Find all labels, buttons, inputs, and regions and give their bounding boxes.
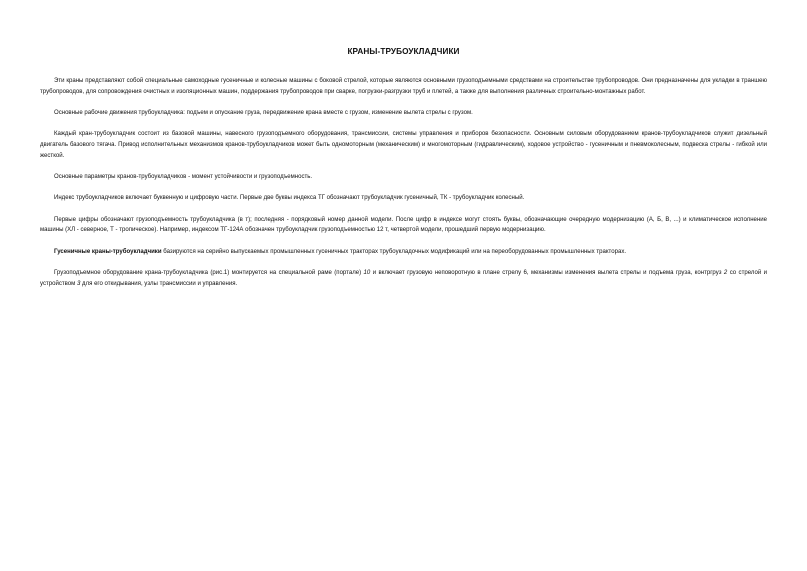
paragraph-lifting-equipment xyxy=(40,268,767,289)
paragraph-main-parameters: Основные параметры кранов-трубоукладчиков - момент устойчивости и грузоподъемность. xyxy=(54,173,313,180)
lifting-text-part-5: для его откидывания, узлы трансмиссии и управления. xyxy=(80,280,238,287)
lifting-text-part-1: Грузоподъемное оборудование крана-трубоукладчика (рис.1) монтируется на специальной раме (портале) xyxy=(54,270,364,277)
figure-ref-6: 6 xyxy=(523,270,527,277)
paragraph-intro: Эти краны представляют собой специальные самоходные гусеничные и колесные машины с боковой стрелой, которые являются основными грузоподъемными средствами на строительстве трубопроводов. Они предназначены для укладки в траншею трубопроводов, для сопровождения очистных и изоляционных машин, поддержания трубопроводов при сварке, погрузки-разгрузки труб и плетей, а также для выполнения различных строительно-монтажных работ. xyxy=(40,78,767,95)
crawler-cranes-term: Гусеничные краны-трубоукладчики xyxy=(54,248,162,255)
document-body xyxy=(40,76,767,300)
figure-ref-2: 2 xyxy=(723,270,728,277)
crawler-cranes-text: базируются на серийно выпускаемых промышленных гусеничных тракторах трубоукладочных модификаций или на переоборудованных промышленных тракторах. xyxy=(161,248,627,255)
paragraph-main-movements: Основные рабочие движения трубоукладчика: подъем и опускание груза, передвижение крана вместе с грузом, изменение вылета стрелы с грузом. xyxy=(54,109,473,116)
paragraph-index-digits: Первые цифры обозначают грузоподъемность трубоукладчика (в т); последняя - порядковый номер данной модели. После цифр в индексе могут стоять буквы, обозначающие очередную модернизацию (А, Б, В, ...) и климатическое исполнение машины (ХЛ - северное, Т - тропическое). Например, индексом ТГ-124А обозначен трубоукладчик грузоподъемностью 12 т, четвертой модели, прошедший первую модернизацию. xyxy=(40,216,767,234)
figure-ref-10: 10 xyxy=(363,270,371,277)
lifting-text-part-2: и включает грузовую неповоротную в плане стрелу xyxy=(370,270,524,277)
document-title: КРАНЫ-ТРУБОУКЛАДЧИКИ xyxy=(347,47,460,56)
paragraph-composition: Каждый кран-трубоукладчик состоит из базовой машины, навесного грузоподъемного оборудования, трансмиссии, системы управления и приборов безопасности. Основным силовым оборудованием кранов-трубоукладчиков служит дизельный двигатель базового тягача. Привод исполнительных механизмов кранов-трубоукладчиков может быть одномоторным (механическим) и многомоторным (гидравлическим), ходовое устройство - гусеничным и пневмоколесным, подвеска стрелы - гибкой или жесткой. xyxy=(40,131,767,159)
lifting-text-part-4: со стрелой и устройством xyxy=(40,270,767,287)
paragraph-crawler-cranes xyxy=(40,247,767,258)
figure-ref-3: 3 xyxy=(77,280,81,287)
paragraph-index-letters: Индекс трубоукладчиков включает буквенную и цифровую части. Первые две буквы индекса ТГ обозначают трубоукладчик гусеничный, ТК - трубоукладчик колесный. xyxy=(54,195,525,202)
lifting-text-part-3: , механизмы изменения вылета стрелы и подъема груза, контргруз xyxy=(526,270,724,277)
